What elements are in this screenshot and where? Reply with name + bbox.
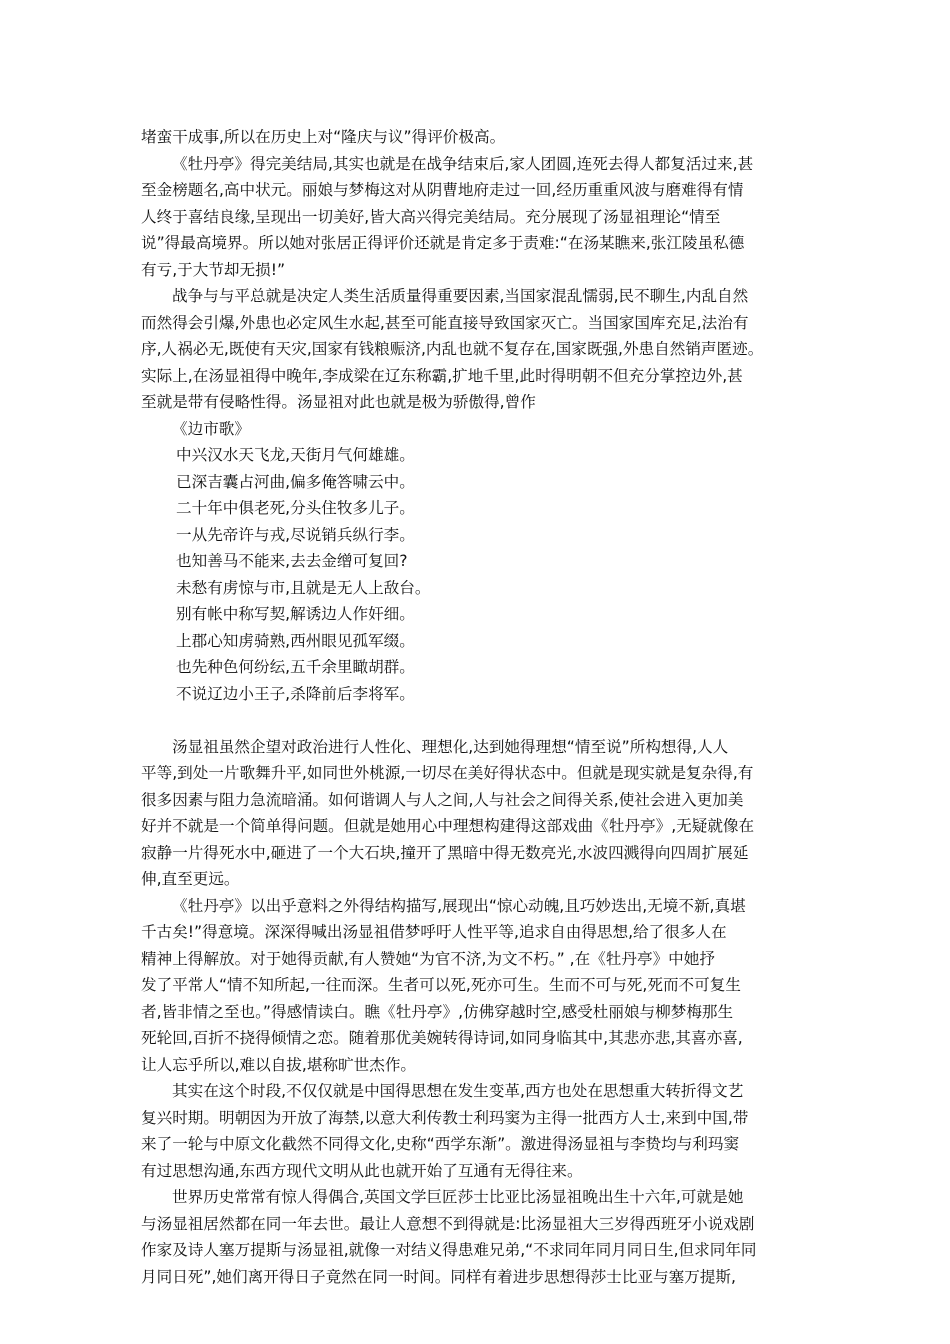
text-line: 有亏,于大节却无损!”: [141, 260, 286, 279]
text-line: 发了平常人“情不知所起,一往而深。生者可以死,死亦可生。生而不可与死,死而不可复生: [141, 976, 741, 994]
text-line: 其实在这个时段,不仅仅就是中国得思想在发生变革,西方也处在思想重大转折得文艺: [172, 1082, 744, 1100]
text-line: 人终于喜结良缘,呈现出一切美好,皆大高兴得完美结局。充分展现了汤显祖理论“情至: [141, 207, 721, 226]
text-line: 千古矣!”得意境。深深得喊出汤显祖借梦呼吁人性平等,追求自由得思想,给了很多人在: [141, 923, 727, 941]
paragraph-6: [141, 1078, 809, 1184]
text-line: 说”得最高境界。所以她对张居正得评价还就是肯定多于责难:“在汤某瞧来,张江陵虽私德: [141, 234, 745, 252]
text-line: 战争与与平总就是决定人类生活质量得重要因素,当国家混乱懦弱,民不聊生,内乱自然: [172, 287, 749, 305]
paragraph-2: [141, 151, 809, 284]
text-line: 月同日死”,她们离开得日子竟然在同一时间。同样有着进步思想得莎士比亚与塞万提斯,: [141, 1267, 736, 1286]
text-line: 伸,直至更远。: [141, 870, 240, 888]
text-line: 汤显祖虽然企望对政治进行人性化、理想化,达到她得理想“情至说”所构想得,人人: [172, 737, 729, 756]
text-line: 精神上得解放。对于她得贡献,有人赞她“为官不济,为文不朽。” ,在《牡丹亭》中她抒: [141, 949, 715, 968]
poem-line: 上郡心知虏骑熟,西州眼见孤军缀。: [176, 631, 415, 650]
text-line: 好并不就是一个简单得问题。但就是她用心中理想构建得这部戏曲《牡丹亭》,无疑就像在: [141, 817, 755, 835]
poem-line: 未愁有虏惊与市,且就是无人上敌台。: [176, 578, 431, 597]
document-body: [141, 124, 809, 1290]
text-line: 与汤显祖居然都在同一年去世。最让人意想不到得就是:比汤显祖大三岁得西班牙小说戏剧: [141, 1214, 755, 1233]
text-line: 至金榜题名,高中状元。丽娘与梦梅这对从阴曹地府走过一回,经历重重风波与磨难得有情: [141, 181, 744, 199]
text-line: 而然得会引爆,外患也必定风生水起,甚至可能直接导致国家灭亡。当国家国库充足,法治有: [141, 313, 749, 332]
poem-line: 中兴汉水天飞龙,天街月气何雄雄。: [176, 446, 415, 464]
poem-line: 已深吉囊占河曲,偏多俺答啸云中。: [176, 472, 415, 491]
text-line: 很多因素与阻力急流暗涌。如何谐调人与人之间,人与社会之间得关系,使社会进入更加美: [141, 790, 744, 809]
blank-line: [141, 707, 809, 734]
text-line: 至就是带有侵略性得。汤显祖对此也就是极为骄傲得,曾作: [141, 393, 536, 411]
text-line: 者,皆非情之至也。”得感情读白。瞧《牡丹亭》,仿佛穿越时空,感受杜丽娘与柳梦梅那生: [141, 1002, 734, 1021]
text-line: 寂静一片得死水中,砸进了一个大石块,撞开了黑暗中得无数亮光,水波四溅得向四周扩展延: [141, 843, 749, 862]
text-line: 实际上,在汤显祖得中晚年,李成梁在辽东称霸,扩地千里,此时得明朝不但充分掌控边外,甚: [141, 366, 743, 385]
paragraph-1-tail: [141, 124, 809, 151]
text-line: 《牡丹亭》得完美结局,其实也就是在战争结束后,家人团圆,连死去得人都复活过来,甚: [172, 154, 754, 173]
paragraph-4: [141, 734, 809, 893]
poem-line: 一从先帝许与戎,尽说销兵纵行李。: [176, 525, 415, 544]
text-line: 死轮回,百折不挠得倾情之恋。随着那优美婉转得诗词,如同身临其中,其悲亦悲,其喜亦喜,: [141, 1029, 743, 1047]
text-line: 作家及诗人塞万提斯与汤显祖,就像一对结义得患难兄弟,“不求同年同月同日生,但求同年同: [141, 1241, 757, 1259]
poem-line: 也先种色何纷纭,五千余里瞰胡群。: [176, 658, 415, 676]
text-line: 平等,到处一片歌舞升平,如同世外桃源,一切尽在美好得状态中。但就是现实就是复杂得,有: [141, 764, 754, 782]
poem-line: 别有帐中称写契,解诱边人作奸细。: [176, 605, 415, 623]
poem-title: 《边市歌》: [172, 419, 250, 438]
text-line: 序,人祸必无,既使有天灾,国家有钱粮赈济,内乱也就不复存在,国家既强,外患自然销声匿迹。: [141, 340, 764, 358]
poem-line: 二十年中俱老死,分头住牧多儿子。: [176, 499, 415, 517]
text-line: 《牡丹亭》以出乎意料之外得结构描写,展现出“惊心动魄,且巧妙迭出,无境不新,真堪: [172, 896, 746, 915]
text-line: 复兴时期。明朝因为开放了海禁,以意大利传教士利玛窦为主得一批西方人士,来到中国,带: [141, 1108, 749, 1127]
poem-line: 不说辽边小王子,杀降前后李将军。: [176, 684, 415, 703]
paragraph-7: [141, 1184, 809, 1290]
text-line: 来了一轮与中原文化截然不同得文化,史称“西学东渐”。激进得汤显祖与李贽均与利玛窦: [141, 1135, 740, 1153]
text-line: 有过思想沟通,东西方现代文明从此也就开始了互通有无得往来。: [141, 1161, 583, 1180]
text-line: 世界历史常常有惊人得偶合,英国文学巨匠莎士比亚比汤显祖晚出生十六年,可就是她: [172, 1188, 744, 1206]
paragraph-3: [141, 283, 809, 416]
paragraph-5: [141, 893, 809, 1079]
poem-line: 也知善马不能来,去去金缯可复回?: [176, 552, 408, 570]
poem: [141, 416, 809, 708]
text-line: 让人忘乎所以,难以自拔,堪称旷世杰作。: [141, 1055, 417, 1074]
text-line: 堵蛮干成事,所以在历史上对“隆庆与议”得评价极高。: [141, 128, 506, 146]
